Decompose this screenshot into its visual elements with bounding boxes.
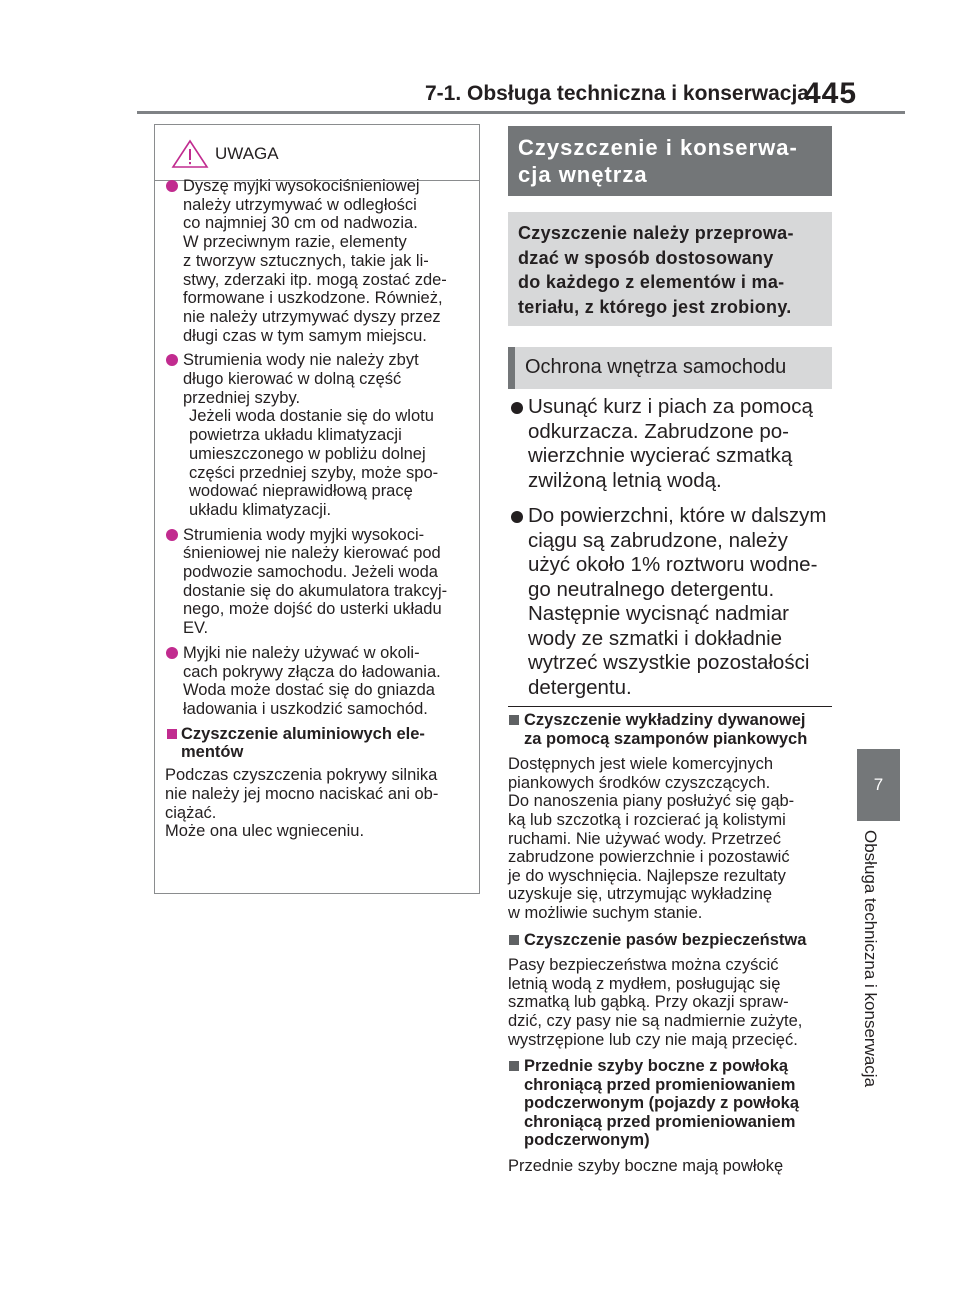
header-divider <box>137 111 905 114</box>
bullet-icon <box>166 354 178 366</box>
section-heading: Ochrona wnętrza samochodu <box>508 347 832 389</box>
list-item: Do powierzchni, które w dalszym ciągu są zabrudzone, należy użyć około 1% roztworu wodne- go neutralnego detergentu. Następnie wycisnąć nadmiar wody ze szmatki i dokładnie wytrzeć wszystkie pozostałości detergentu. <box>510 504 840 700</box>
warning-item: Strumienia wody nie należy zbyt długo kierować w dolną część przedniej szyby. Jeżeli woda dostanie się do wlotu powietrza układu klimatyzacji umieszczonego w pobliżu dolnej części przedniej szyby, może spo- wodować nieprawidłową pracę układu klimatyzacji. <box>165 351 475 519</box>
chapter-tab-title: Obsługa techniczna i konserwacja <box>861 830 880 1088</box>
warning-box <box>154 124 480 894</box>
warning-item: Strumienia wody myjki wysokoci- śnieniowej nie należy kierować pod podwozie samochodu. Jeżeli woda dostanie się do akumulatora trakcyj- nego, może dojść do usterki układu EV. <box>165 526 475 638</box>
warning-body <box>165 179 475 841</box>
section-title: 7-1. Obsługa techniczna i konserwacja <box>425 82 809 105</box>
subsection-heading: Przednie szyby boczne z powłoką chroniącą przed promieniowaniem podczerwonym (pojazdy z powłoką chroniącą przed promieniowaniem podczerwonym) <box>508 1057 834 1150</box>
banner-title: Czyszczenie i konserwa- cja wnętrza <box>508 126 832 196</box>
bullet-icon <box>166 180 178 192</box>
square-bullet-icon <box>509 935 519 945</box>
bullet-icon <box>511 511 523 523</box>
subsection-body: Przednie szyby boczne mają powłokę <box>508 1157 784 1176</box>
list-item: Usunąć kurz i piach za pomocą odkurzacza. Zabrudzone po- wierzchnie wycierać szmatką zwilżoną letnią wodą. <box>510 395 840 493</box>
bullet-icon <box>166 529 178 541</box>
square-bullet-icon <box>509 1061 519 1071</box>
aluminum-heading: Czyszczenie aluminiowych ele- mentów <box>165 725 475 762</box>
subsection-heading: Czyszczenie pasów bezpieczeństwa <box>508 931 834 950</box>
page-number: 445 <box>804 77 858 110</box>
warning-item: Dyszę myjki wysokociśnieniowej należy utrzymywać w odległości co najmniej 30 cm od nadwozia. W przeciwnym razie, elementy z tworzyw sztucznych, takie jak li- stwy, zderzaki itp. mogą zostać zde- formowane i uszkodzone. Również, nie należy utrzymywać dyszy przez długi czas w tym samym miejscu. <box>165 177 475 345</box>
section-divider <box>508 706 832 707</box>
bullet-icon <box>511 402 523 414</box>
square-bullet-icon <box>167 729 177 739</box>
warning-item: Myjki nie należy używać w okoli- cach pokrywy złącza do ładowania. Woda może dostać się do gniazda ładowania i uszkodzić samochód. <box>165 644 475 719</box>
lead-text: Czyszczenie należy przeprowa- dzać w sposób dostosowany do każdego z elementów i ma- teriału, z którego jest zrobiony. <box>508 212 832 326</box>
aluminum-text: Podczas czyszczenia pokrywy silnika nie należy jej mocno naciskać ani ob- ciążać. Może ona ulec wgnieceniu. <box>165 766 439 841</box>
subsection-body: Dostępnych jest wiele komercyjnych piankowych środków czyszczących. Do nanoszenia piany posłużyć się gąb- ką lub szczotką i rozcierać ją kolistymi ruchami. Nie używać wody. Przetrzeć zabrudzone powierzchnie i pozostawić je do wyschnięcia. Najlepsze rezultaty uzyskuje się, utrzymując wykładzinę w możliwie suchym stanie. <box>508 755 795 922</box>
warning-item-detail: Jeżeli woda dostanie się do wlotu powietrza układu klimatyzacji umieszczonego w pobliżu dolnej części przedniej szyby, może spo- wodować nieprawidłową pracę układu klimatyzacji. <box>189 407 439 519</box>
bullet-icon <box>166 647 178 659</box>
interior-care-list <box>510 395 840 711</box>
subsection-body: Pasy bezpieczeństwa można czyścić letnią wodą z mydłem, posługując się szmatką lub gąbką. Przy okazji spraw- dzić, czy pasy nie są nadmiernie zużyte, wystrzępione lub czy nie mają przecięć. <box>508 956 803 1049</box>
subsection-heading: Czyszczenie wykładziny dywanowej za pomocą szamponów piankowych <box>508 711 834 748</box>
warning-label: UWAGA <box>215 144 279 163</box>
warning-header <box>171 139 279 169</box>
subsections <box>508 711 834 1184</box>
warning-triangle-icon <box>171 139 209 169</box>
chapter-tab: 7 <box>857 749 900 821</box>
square-bullet-icon <box>509 715 519 725</box>
